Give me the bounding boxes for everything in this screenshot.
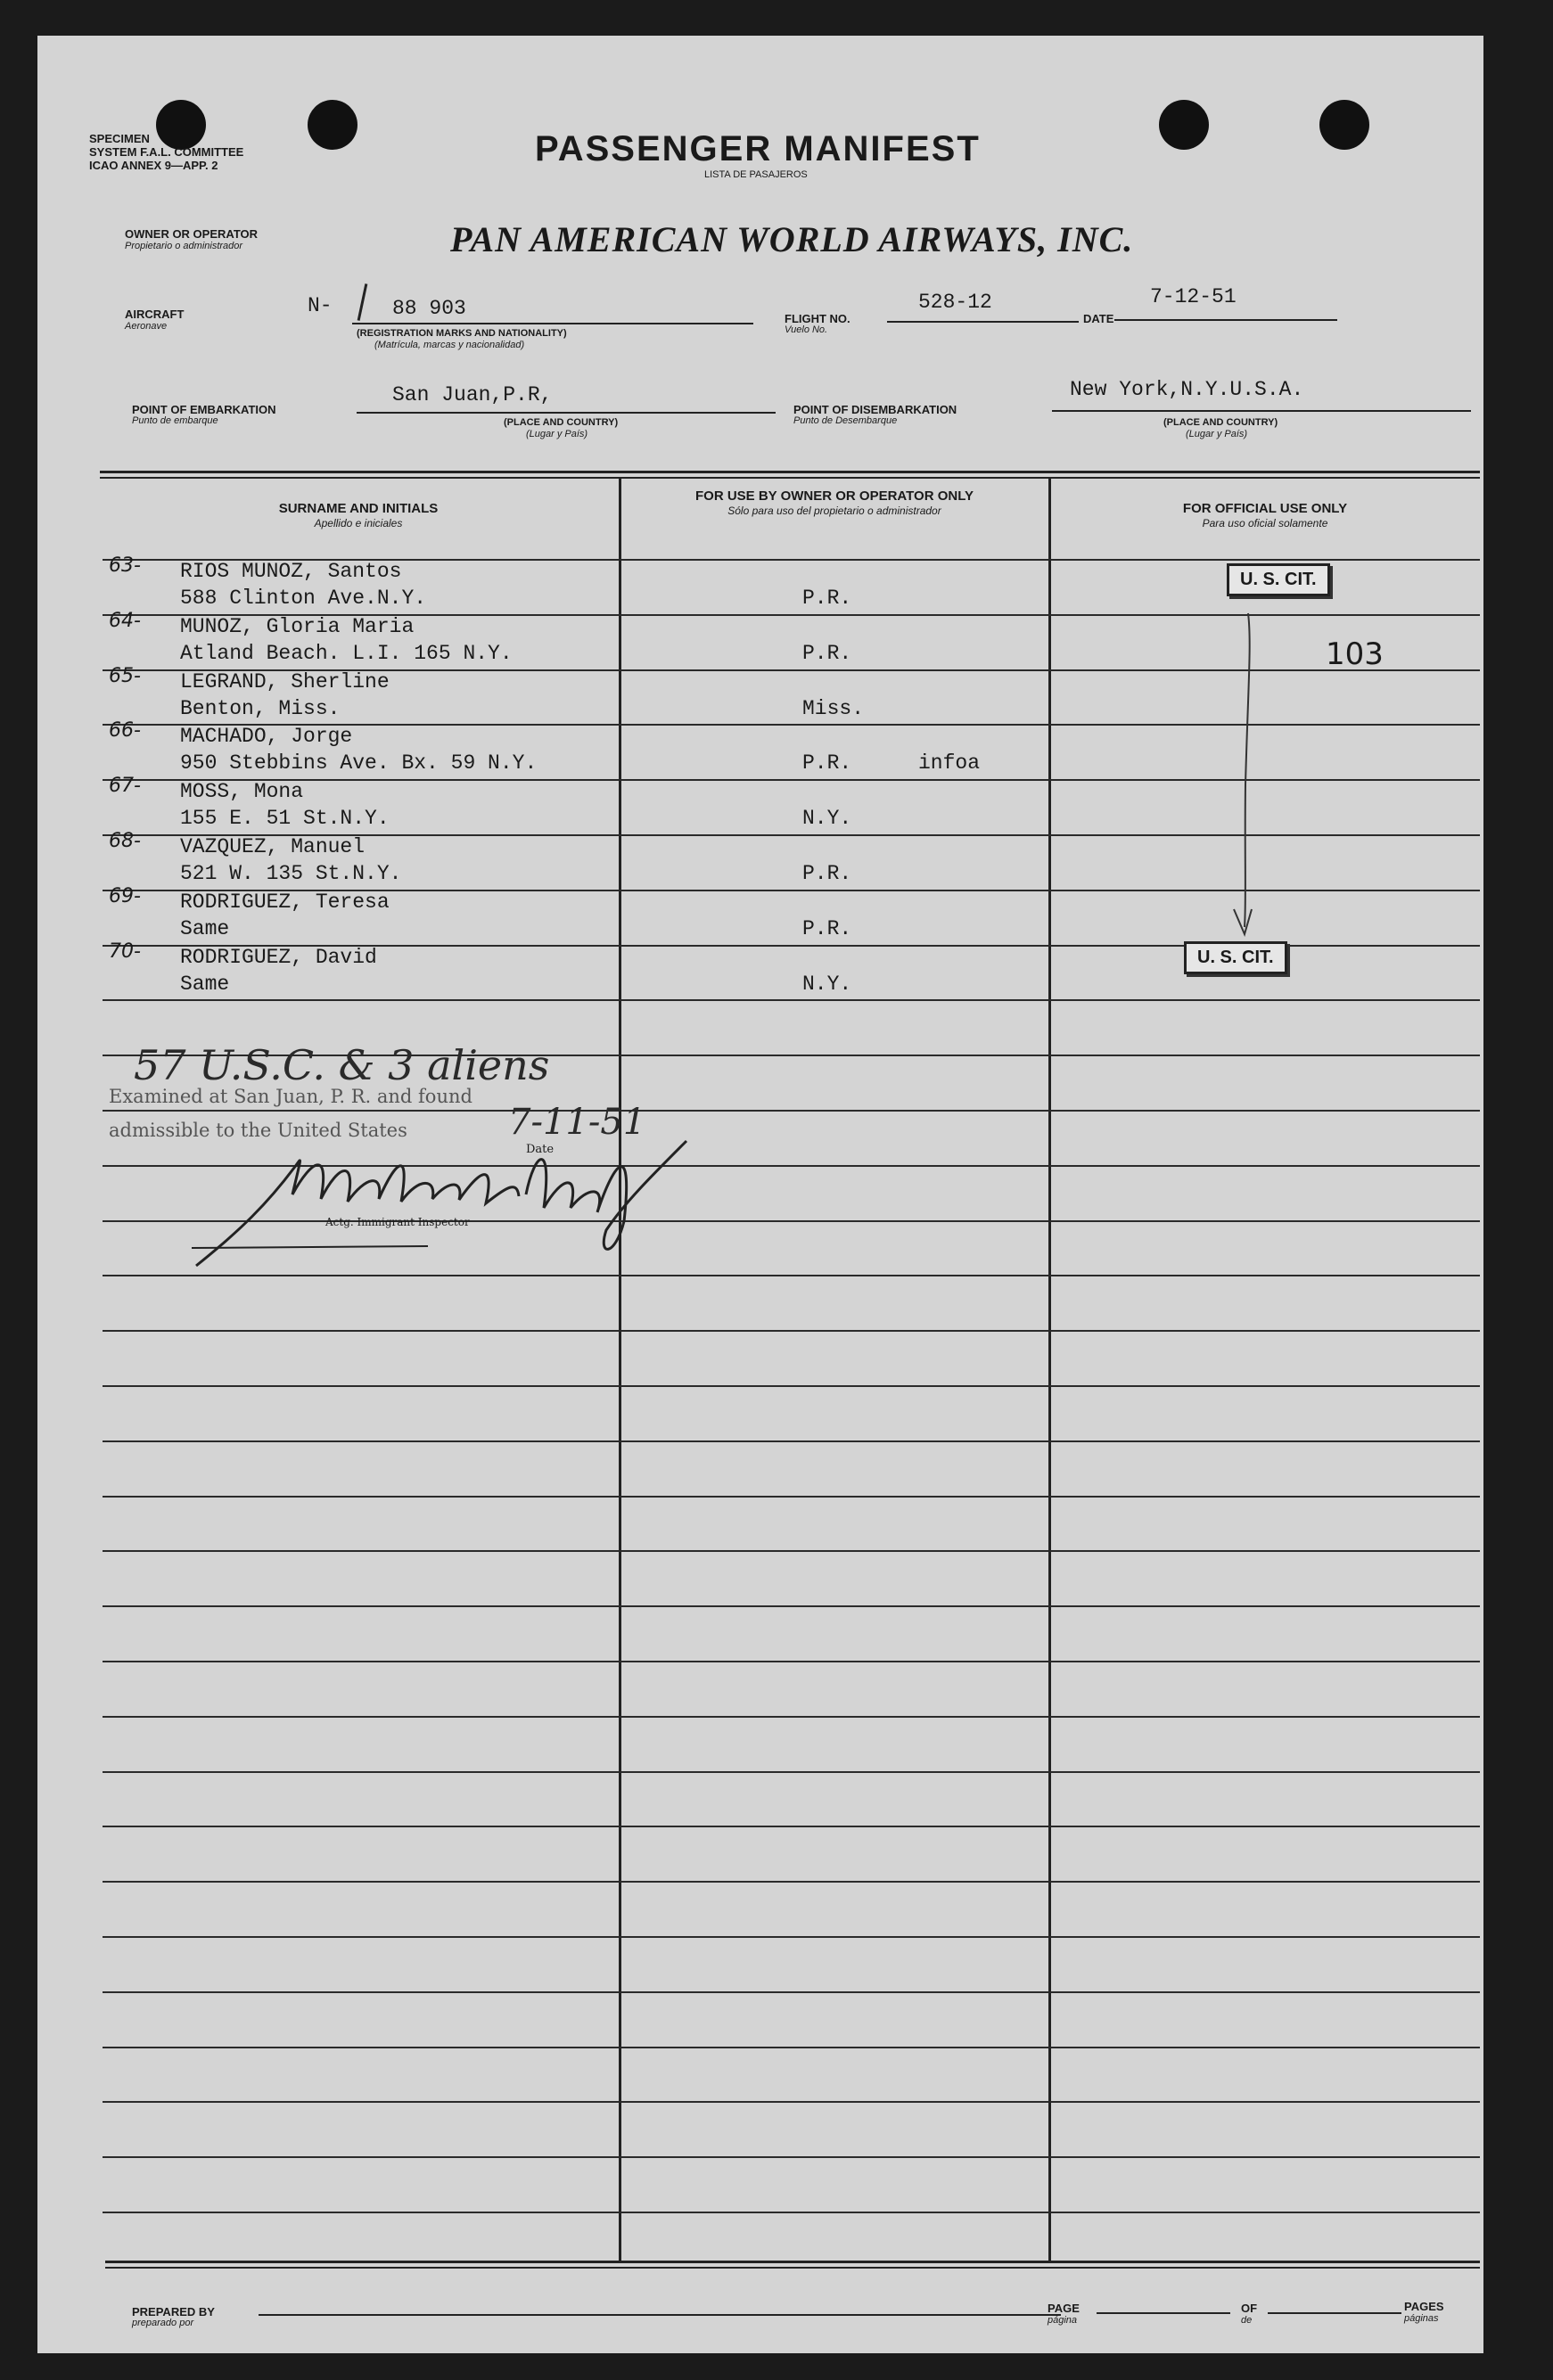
passenger-address: Benton, Miss. — [180, 697, 341, 720]
registration-label-es: (Matrícula, marcas y nacionalidad) — [374, 340, 525, 350]
passenger-name: VAZQUEZ, Manuel — [180, 835, 366, 858]
column-header-owner-es: Sólo para uso del propietario o administrador — [727, 505, 941, 517]
pages-label-es: páginas — [1404, 2313, 1439, 2324]
examined-text: Examined at San Juan, P. R. and found — [109, 1086, 472, 1107]
origin-code: P.R. — [802, 751, 852, 775]
origin-code: P.R. — [802, 642, 852, 665]
of-label-es: de — [1241, 2315, 1253, 2326]
aircraft-registration: 88 903 — [392, 297, 466, 320]
punch-hole — [308, 100, 357, 150]
row-number: 65- — [109, 665, 141, 687]
row-number: 64- — [109, 610, 141, 632]
summary-note: 57 U.S.C. & 3 aliens — [134, 1041, 550, 1089]
row-rule — [103, 1716, 1480, 1718]
airline-name: PAN AMERICAN WORLD AIRWAYS, INC. — [450, 219, 1134, 259]
passenger-name: MOSS, Mona — [180, 780, 304, 803]
row-rule — [103, 1826, 1480, 1827]
row-number: 63- — [109, 554, 141, 577]
row-rule — [103, 1440, 1480, 1442]
prepared-by-label: PREPARED BY — [132, 2305, 215, 2318]
place-country-label-es: (Lugar y País) — [526, 429, 588, 439]
disembarkation-place: New York,N.Y.U.S.A. — [1070, 378, 1304, 401]
passenger-address: 155 E. 51 St.N.Y. — [180, 807, 390, 830]
passenger-name: RODRIGUEZ, David — [180, 946, 377, 969]
row-rule — [103, 1991, 1480, 1993]
passenger-name: RIOS MUNOZ, Santos — [180, 560, 402, 583]
inspector-signature — [187, 1123, 740, 1275]
row-rule — [103, 1881, 1480, 1883]
row-rule — [103, 1661, 1480, 1662]
embarkation-label-es: Punto de embarque — [132, 415, 218, 426]
passenger-address: 950 Stebbins Ave. Bx. 59 N.Y. — [180, 751, 538, 775]
page-title: PASSENGER MANIFEST — [535, 129, 981, 168]
form-reference — [89, 132, 243, 172]
passenger-address: Atland Beach. L.I. 165 N.Y. — [180, 642, 513, 665]
passenger-name: MACHADO, Jorge — [180, 725, 353, 748]
flight-label: FLIGHT NO. — [785, 312, 850, 325]
row-number: 70- — [109, 940, 141, 963]
flight-label-es: Vuelo No. — [785, 324, 828, 335]
row-rule — [103, 999, 1480, 1001]
page-subtitle: LISTA DE PASAJEROS — [704, 169, 808, 180]
origin-code: Miss. — [802, 697, 865, 720]
punch-hole — [1159, 100, 1209, 150]
prepared-by-label-es: preparado por — [132, 2318, 194, 2328]
row-rule — [103, 1330, 1480, 1332]
punch-hole — [1319, 100, 1369, 150]
place-country-label-es: (Lugar y País) — [1186, 429, 1248, 439]
pages-label: PAGES — [1404, 2300, 1444, 2313]
owner-label-es: Propietario o administrador — [125, 241, 243, 251]
row-rule — [103, 1110, 1480, 1112]
passenger-name: RODRIGUEZ, Teresa — [180, 890, 390, 914]
row-rule — [103, 1936, 1480, 1938]
row-rule — [103, 1605, 1480, 1607]
column-header-official — [1051, 501, 1479, 531]
embarkation-place: San Juan,P.R, — [392, 383, 553, 406]
row-number: 69- — [109, 885, 141, 907]
date-label: DATE — [1083, 312, 1114, 325]
form-ref-line: SPECIMEN — [89, 132, 150, 145]
column-header-surname — [100, 501, 617, 531]
row-rule — [103, 2156, 1480, 2158]
row-number: 67- — [109, 775, 141, 797]
flight-date: 7-12-51 — [1150, 285, 1237, 308]
origin-code: P.R. — [802, 587, 852, 610]
row-rule — [103, 2101, 1480, 2103]
column-header-surname-en: SURNAME AND INITIALS — [278, 501, 439, 516]
column-header-owner — [621, 488, 1048, 519]
flight-number: 528-12 — [918, 291, 992, 314]
origin-code: P.R. — [802, 917, 852, 940]
row-rule — [103, 2212, 1480, 2213]
row-rule — [103, 1496, 1480, 1498]
passenger-address: 588 Clinton Ave.N.Y. — [180, 587, 427, 610]
origin-code: P.R. — [802, 862, 852, 885]
origin-code: N.Y. — [802, 807, 852, 830]
passenger-name: MUNOZ, Gloria Maria — [180, 615, 415, 638]
form-ref-line: ICAO ANNEX 9—APP. 2 — [89, 159, 218, 172]
page-label: PAGE — [1048, 2302, 1080, 2315]
admissible-text: admissible to the United States — [109, 1120, 407, 1141]
row-rule — [103, 1275, 1480, 1276]
origin-code: N.Y. — [802, 973, 852, 996]
row-number: 68- — [109, 830, 141, 852]
form-ref-line: SYSTEM F.A.L. COMMITTEE — [89, 145, 244, 159]
column-header-surname-es: Apellido e iniciales — [314, 517, 403, 529]
operator-note: infoa — [918, 751, 981, 775]
column-header-official-es: Para uso oficial solamente — [1202, 517, 1328, 529]
passenger-address: Same — [180, 973, 230, 996]
row-rule — [103, 1385, 1480, 1387]
us-citizen-stamp: U. S. CIT. — [1184, 941, 1287, 974]
disembarkation-label: POINT OF DISEMBARKATION — [793, 403, 957, 416]
column-header-official-en: FOR OFFICIAL USE ONLY — [1182, 501, 1348, 516]
passenger-name: LEGRAND, Sherline — [180, 670, 390, 693]
owner-label: OWNER OR OPERATOR — [125, 227, 259, 241]
page-count: 103 — [1326, 636, 1384, 672]
row-rule — [103, 1771, 1480, 1773]
place-country-label: (PLACE AND COUNTRY) — [1163, 417, 1278, 428]
column-header-owner-en: FOR USE BY OWNER OR OPERATOR ONLY — [695, 488, 974, 504]
row-rule — [103, 2047, 1480, 2048]
aircraft-label: AIRCRAFT — [125, 308, 185, 321]
of-label: OF — [1241, 2302, 1258, 2315]
bracket-arrow — [1221, 606, 1293, 945]
passenger-address: Same — [180, 917, 230, 940]
passenger-address: 521 W. 135 St.N.Y. — [180, 862, 402, 885]
place-country-label: (PLACE AND COUNTRY) — [504, 417, 619, 428]
inspection-date: 7-11-51 — [508, 1102, 646, 1143]
disembarkation-label-es: Punto de Desembarque — [793, 415, 898, 426]
row-rule — [103, 1550, 1480, 1552]
row-number: 66- — [109, 719, 141, 742]
aircraft-label-es: Aeronave — [125, 321, 168, 332]
embarkation-label: POINT OF EMBARKATION — [132, 403, 276, 416]
registration-label: (REGISTRATION MARKS AND NATIONALITY) — [357, 328, 567, 339]
page-label-es: página — [1048, 2315, 1078, 2326]
date-caption: Date — [526, 1143, 555, 1156]
us-citizen-stamp: U. S. CIT. — [1227, 563, 1330, 596]
aircraft-prefix: N- — [308, 294, 333, 317]
inspector-title: Actg. Immigrant Inspector — [325, 1216, 470, 1228]
